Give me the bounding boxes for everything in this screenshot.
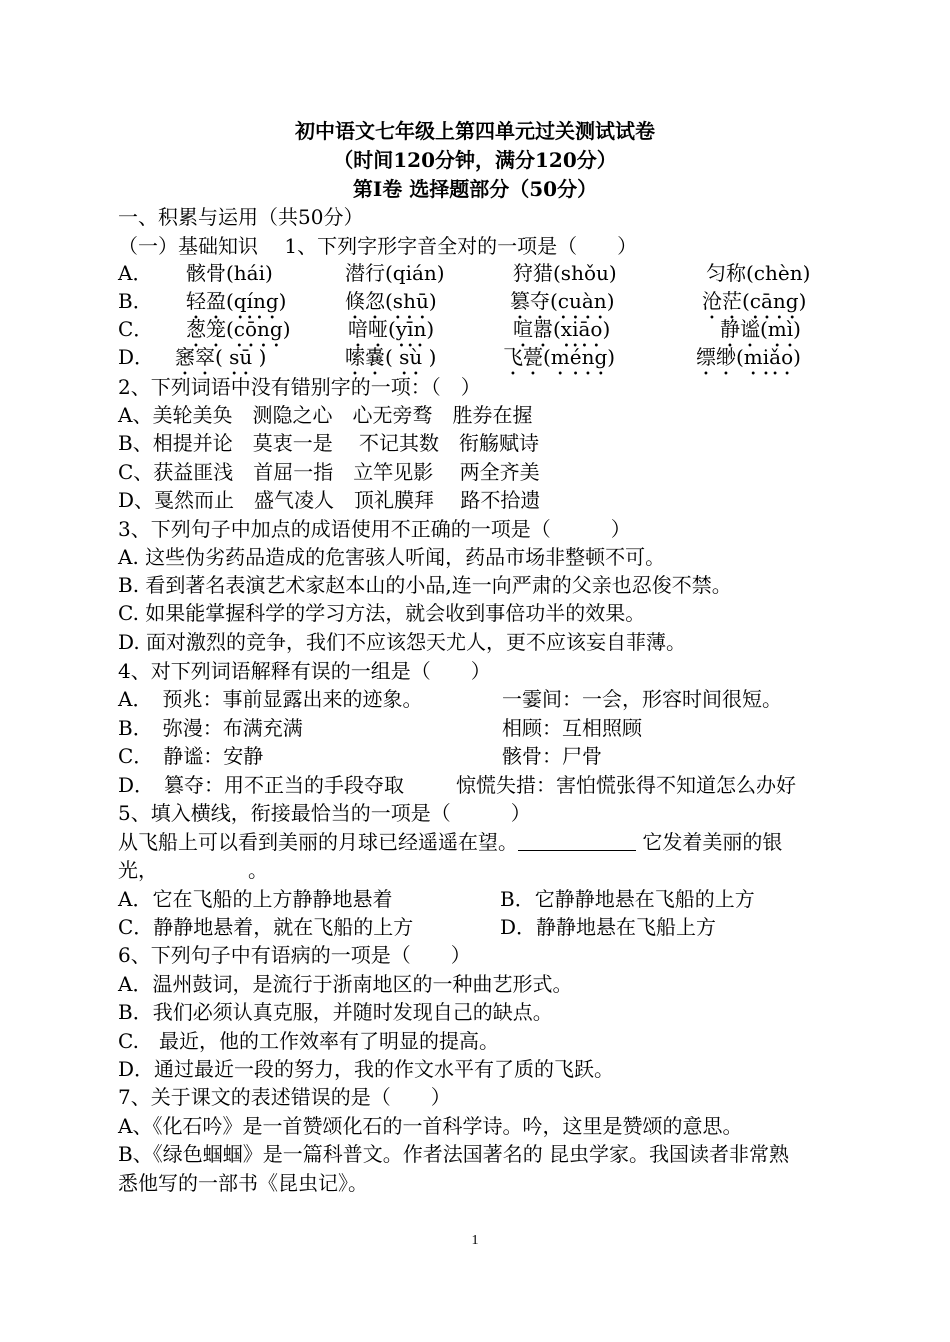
q6-option-c: C. 最近，他的工作效率有了明显的提高。 [118,1029,499,1053]
q5-option-a: A．它在飞船的上方静静地悬着 [118,887,393,911]
exam-subtitle: （时间120分钟，满分120分） [333,148,617,172]
question-1: （一）基础知识 1、下列字形字音全对的一项是（ ） [118,234,638,258]
q7-option-b-line-2: 悉他写的一部书《昆虫记》。 [118,1171,368,1195]
q1-row-b-label: B． [118,289,153,313]
q1-row-a-3: 狩猎(shǒu) [513,261,617,285]
q1-row-a-4: 匀称(chèn) [706,261,811,285]
q3-option-a: A. 这些伪劣药品造成的危害骇人听闻，药品市场非整顿不可。 [118,545,666,569]
q1-row-d-3: 飞甍(méng) [503,345,616,369]
q1-row-b-2: 倏忽(shū) [345,289,437,313]
q1-row-b-1: 轻盈(qíng) [186,289,287,313]
q4-a-left: A． 预兆：事前显露出来的迹象。 [118,687,423,711]
section-heading: 一、积累与运用（共50分） [118,205,364,229]
question-3: 3、下列句子中加点的成语使用不正确的一项是（ ） [118,517,631,541]
q5-option-b: B．它静静地悬在飞船的上方 [500,887,755,911]
q1-row-c-1: 葱笼(cōng) [186,317,291,341]
question-7: 7、关于课文的表述错误的是（ ） [118,1085,451,1109]
q1-row-b-3: 篡夺(cuàn) [510,289,615,313]
q1-row-c-2: 喑哑(yīn) [348,317,435,341]
question-6: 6、下列句子中有语病的一项是（ ） [118,943,471,967]
exam-title: 初中语文七年级上第四单元过关测试试卷 [295,119,655,143]
q1-row-d-4: 缥缈(miǎo) [696,345,801,369]
q7-option-b-line-1: B、《绿色蝈蝈》是一篇科普文。作者法国著名的 昆虫学家。我国读者非常熟 [118,1142,790,1166]
q6-option-a: A．温州鼓词，是流行于浙南地区的一种曲艺形式。 [118,972,573,996]
q5-option-d: D．静静地悬在飞船上方 [500,915,717,939]
q1-row-c-label: C． [118,317,154,341]
q3-option-d: D. 面对激烈的竞争，我们不应该怨天尤人，更不应该妄自菲薄。 [118,630,687,654]
q1-row-d-1: 窸窣( sū ) [175,345,267,369]
q4-a-right: 一霎间：一会，形容时间很短。 [502,687,782,711]
q4-b-left: B． 弥漫：布满充满 [118,716,303,740]
q1-row-d-2: 嗦嚢( sù ) [345,345,437,369]
q1-row-c-3: 喧嚣(xiāo) [513,317,611,341]
q1-row-b-4: 沧茫(cāng) [702,289,807,313]
q5-fill-blank [518,832,636,851]
q5-passage-part-b: 它发着美丽的银 [636,830,783,854]
q1-row-a-1: 骸骨(hái) [186,261,273,285]
q7-option-a: A、《化石吟》是一首赞颂化石的一首科学诗。吟，这里是赞颂的意思。 [118,1114,743,1138]
q4-d-left: D． 篡夺：用不正当的手段夺取 [118,773,405,797]
q4-b-right: 相顾：互相照顾 [502,716,642,740]
page-number: 1 [471,1233,479,1248]
q1-row-a-label: A． [118,261,153,285]
q1-row-a-2: 潜行(qián) [345,261,445,285]
q5-option-c: C．静静地悬着，就在飞船的上方 [118,915,414,939]
question-4: 4、对下列词语解释有误的一组是（ ） [118,659,491,683]
q1-row-d-label: D． [118,345,155,369]
q1-row-c-4: 静谧(mì) [720,317,801,341]
question-2: 2、下列词语中没有错别字的一项：（ ） [118,375,481,399]
q6-option-b: B．我们必须认真克服，并随时发现自己的缺点。 [118,1000,553,1024]
part-heading: 第Ⅰ卷 选择题部分（50分） [352,177,598,201]
q4-c-right: 骸骨：尸骨 [502,744,602,768]
q4-d-right: 惊慌失措：害怕慌张得不知道怎么办好 [456,773,796,797]
q5-passage-line-1 [118,828,838,856]
q2-option-b: B、相提并论 莫衷一是 不记其数 衔觞赋诗 [118,431,540,455]
q4-c-left: C． 静谧：安静 [118,744,264,768]
q2-option-a: A、美轮美奂 测隐之心 心无旁骛 胜券在握 [118,403,533,427]
q5-passage-part-a: 从飞船上可以看到美丽的月球已经遥遥在望。 [118,830,518,854]
question-5: 5、填入横线，衔接最恰当的一项是（ ） [118,801,531,825]
q3-option-c: C. 如果能掌握科学的学习方法，就会收到事倍功半的效果。 [118,601,646,625]
q5-passage-line-2: 光， 。 [118,858,268,882]
q2-option-d: D、戛然而止 盛气凌人 顶礼膜拜 路不拾遗 [118,488,541,512]
q2-option-c: C、获益匪浅 首屈一指 立竿见影 两全齐美 [118,460,540,484]
q3-option-b: B. 看到著名表演艺术家赵本山的小品,连一向严肃的父亲也忍俊不禁。 [118,573,732,597]
q6-option-d: D．通过最近一段的努力，我的作文水平有了质的飞跃。 [118,1057,615,1081]
